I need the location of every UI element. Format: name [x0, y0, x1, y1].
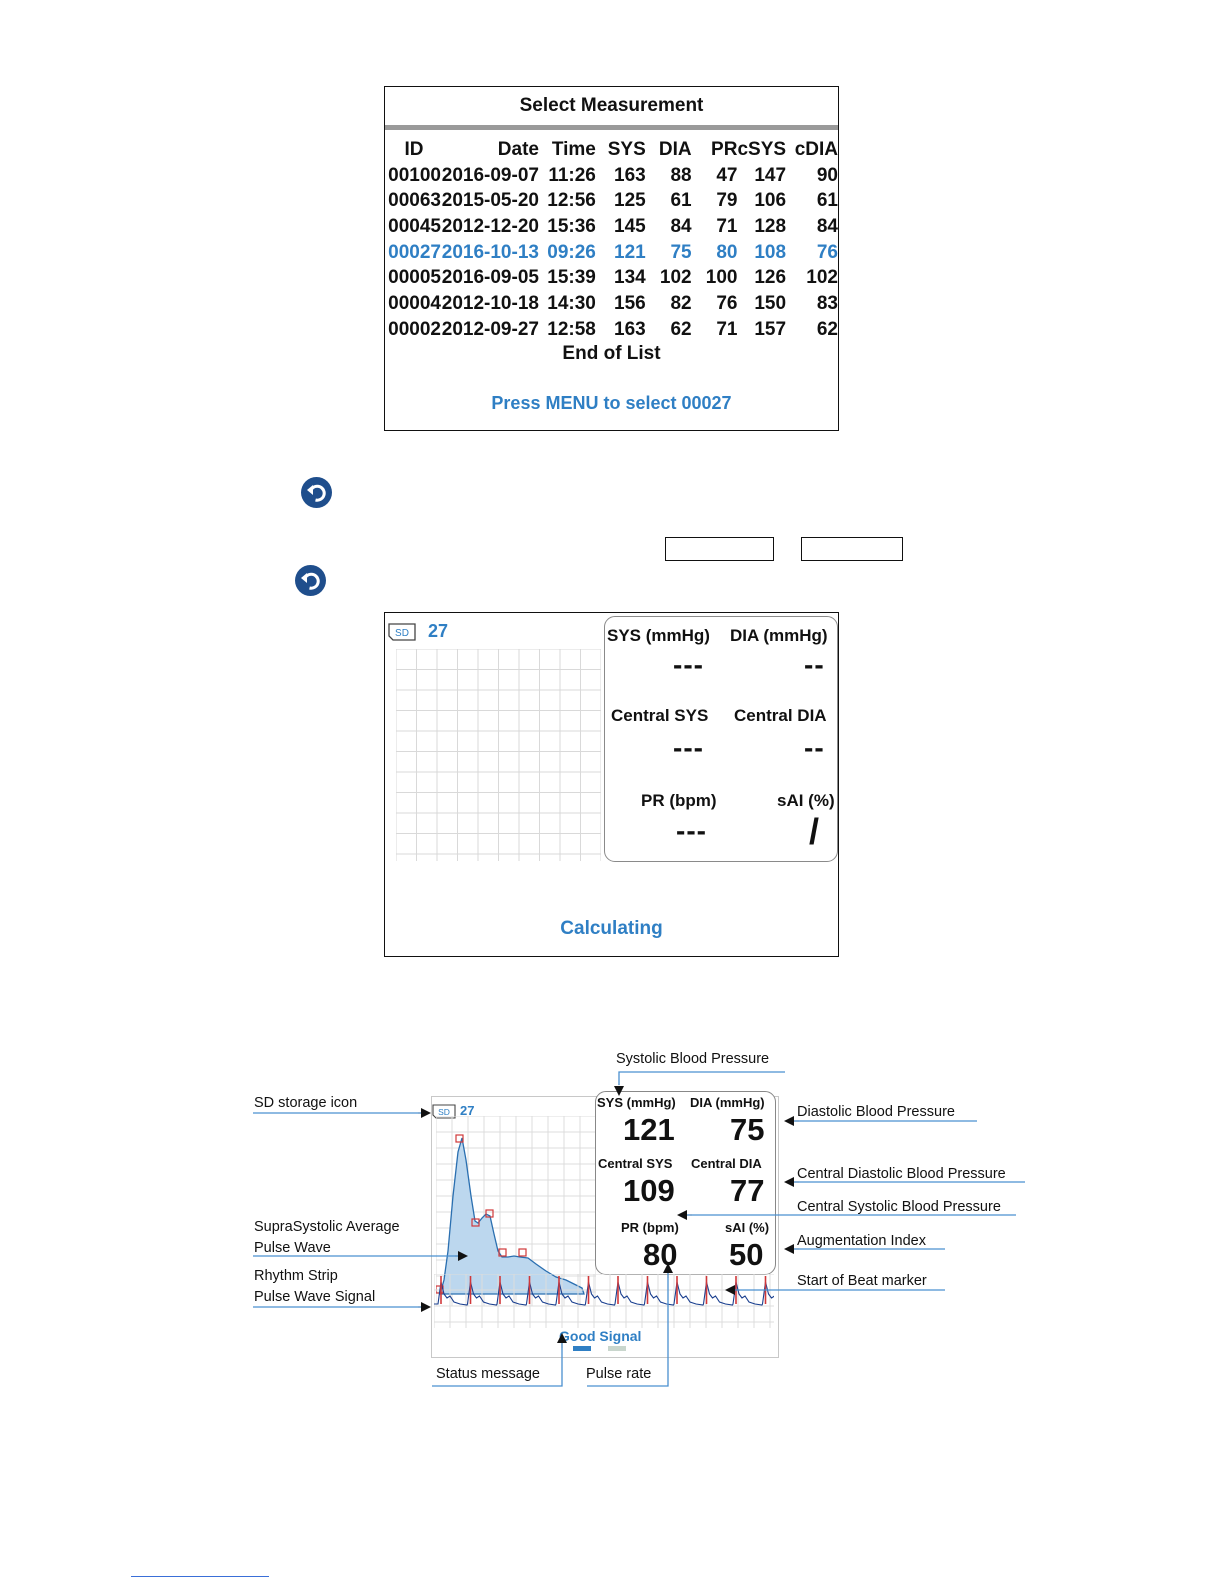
table-cell: 126 — [754, 267, 787, 289]
table-cell: 75 — [670, 241, 692, 263]
table-cell: 2012-12-20 — [441, 215, 539, 237]
annotation-pulse-rate: Pulse rate — [586, 1366, 652, 1382]
table-cell: 00100 — [388, 164, 441, 186]
annotation-rhythm-2: Pulse Wave Signal — [254, 1289, 376, 1305]
table-cell: 106 — [754, 190, 787, 212]
select-prompt: Press MENU to select 00027 — [491, 393, 732, 413]
table-cell: 62 — [816, 318, 838, 340]
sai-label: sAI (%) — [725, 1220, 770, 1235]
pr-value: 80 — [643, 1237, 678, 1272]
table-cell: 80 — [716, 241, 738, 263]
column-header: PR — [711, 138, 738, 160]
table-cell: 128 — [754, 215, 787, 237]
column-header: cDIA — [794, 138, 838, 160]
annotation-status-message: Status message — [436, 1366, 540, 1382]
central-sys-value: --- — [673, 732, 704, 763]
table-cell: 121 — [614, 241, 646, 263]
pr-value: --- — [676, 815, 707, 846]
sai-value: / — [809, 811, 821, 852]
column-header: Date — [497, 138, 539, 160]
annotation-central-diastolic: Central Diastolic Blood Pressure — [797, 1166, 1006, 1182]
table-cell: 150 — [754, 292, 787, 314]
annotation-rhythm-1: Rhythm Strip — [254, 1268, 338, 1284]
table-cell: 82 — [670, 292, 692, 314]
table-cell: 84 — [670, 215, 692, 237]
annotation-systolic: Systolic Blood Pressure — [616, 1051, 770, 1067]
table-cell: 147 — [754, 164, 787, 186]
annotation-suprasystolic-2: Pulse Wave — [254, 1240, 331, 1256]
annotation-start-beat: Start of Beat marker — [797, 1273, 927, 1289]
table-cell: 00027 — [388, 241, 441, 263]
table-cell: 2015-05-20 — [441, 190, 539, 212]
table-cell: 14:30 — [547, 292, 596, 314]
pr-label: PR (bpm) — [621, 1220, 679, 1235]
table-cell: 00004 — [388, 292, 441, 314]
column-header: cSYS — [737, 138, 787, 160]
table-cell: 00045 — [388, 215, 441, 237]
table-cell: 163 — [614, 164, 646, 186]
table-cell: 71 — [716, 215, 738, 237]
central-sys-label: Central SYS — [611, 706, 709, 725]
central-dia-value: 77 — [730, 1173, 765, 1208]
status-message: Calculating — [560, 918, 663, 939]
record-id: 27 — [428, 621, 449, 641]
table-cell: 100 — [705, 267, 738, 289]
annotation-sd-icon: SD storage icon — [254, 1095, 358, 1111]
table-cell: 157 — [754, 318, 787, 340]
table-cell: 12:58 — [547, 318, 596, 340]
central-sys-value: 109 — [623, 1173, 675, 1208]
sys-label: SYS (mmHg) — [597, 1095, 676, 1110]
dia-value: 75 — [730, 1112, 765, 1147]
table-cell: 156 — [614, 292, 646, 314]
table-cell: 2012-10-18 — [441, 292, 539, 314]
table-cell: 2016-09-05 — [441, 267, 539, 289]
central-sys-label: Central SYS — [598, 1156, 673, 1171]
footer-link-underline — [131, 1576, 269, 1577]
table-cell: 76 — [816, 241, 838, 263]
table-cell: 83 — [816, 292, 838, 314]
table-cell: 09:26 — [547, 241, 596, 263]
table-cell: 134 — [614, 267, 646, 289]
status-message: Good Signal — [559, 1328, 642, 1344]
table-cell: 00005 — [388, 267, 441, 289]
annotation-central-systolic: Central Systolic Blood Pressure — [797, 1199, 1001, 1215]
table-cell: 15:36 — [547, 215, 596, 237]
annotation-diastolic: Diastolic Blood Pressure — [797, 1104, 955, 1120]
table-cell: 108 — [754, 241, 787, 263]
table-cell: 15:39 — [547, 267, 596, 289]
table-cell: 102 — [806, 267, 838, 289]
central-dia-value: -- — [804, 732, 825, 763]
table-cell: 79 — [716, 190, 738, 212]
column-header: SYS — [607, 138, 646, 160]
dia-label: DIA (mmHg) — [690, 1095, 765, 1110]
central-dia-label: Central DIA — [691, 1156, 762, 1171]
table-cell: 61 — [670, 190, 692, 212]
dia-value: -- — [804, 649, 825, 680]
table-cell: 00063 — [388, 190, 441, 212]
annotation-augmentation: Augmentation Index — [797, 1233, 926, 1249]
table-cell: 62 — [670, 318, 692, 340]
sys-value: --- — [673, 649, 704, 680]
table-cell: 163 — [614, 318, 646, 340]
annotation-suprasystolic-1: SupraSystolic Average — [254, 1219, 400, 1235]
table-cell: 88 — [670, 164, 692, 186]
column-header: Time — [551, 138, 596, 160]
column-header: ID — [404, 138, 424, 160]
end-of-list-text: End of List — [562, 343, 661, 364]
table-cell: 11:26 — [548, 164, 596, 186]
table-cell: 84 — [816, 215, 838, 237]
record-id: 27 — [460, 1103, 475, 1118]
dia-label: DIA (mmHg) — [730, 626, 828, 645]
table-cell: 125 — [614, 190, 646, 212]
annotation-line — [619, 1072, 785, 1085]
central-dia-label: Central DIA — [734, 706, 827, 725]
table-cell: 2016-09-07 — [441, 164, 539, 186]
table-cell: 145 — [614, 215, 646, 237]
table-cell: 76 — [716, 292, 738, 314]
column-header: DIA — [658, 138, 692, 160]
sys-value: 121 — [623, 1112, 675, 1147]
table-cell: 2016-10-13 — [441, 241, 539, 263]
svg-text:SD: SD — [395, 628, 409, 639]
pr-label: PR (bpm) — [641, 791, 717, 810]
table-cell: 90 — [816, 164, 838, 186]
table-cell: 12:56 — [547, 190, 596, 212]
select-measurement-title: Select Measurement — [519, 95, 704, 116]
svg-text:SD: SD — [438, 1107, 450, 1117]
table-cell: 71 — [716, 318, 738, 340]
table-cell: 00002 — [388, 318, 441, 340]
sys-label: SYS (mmHg) — [607, 626, 710, 645]
table-cell: 47 — [716, 164, 738, 186]
table-cell: 2012-09-27 — [441, 318, 539, 340]
table-cell: 102 — [659, 267, 692, 289]
sai-label: sAI (%) — [777, 791, 835, 810]
table-cell: 61 — [816, 190, 838, 212]
sai-value: 50 — [729, 1237, 764, 1272]
